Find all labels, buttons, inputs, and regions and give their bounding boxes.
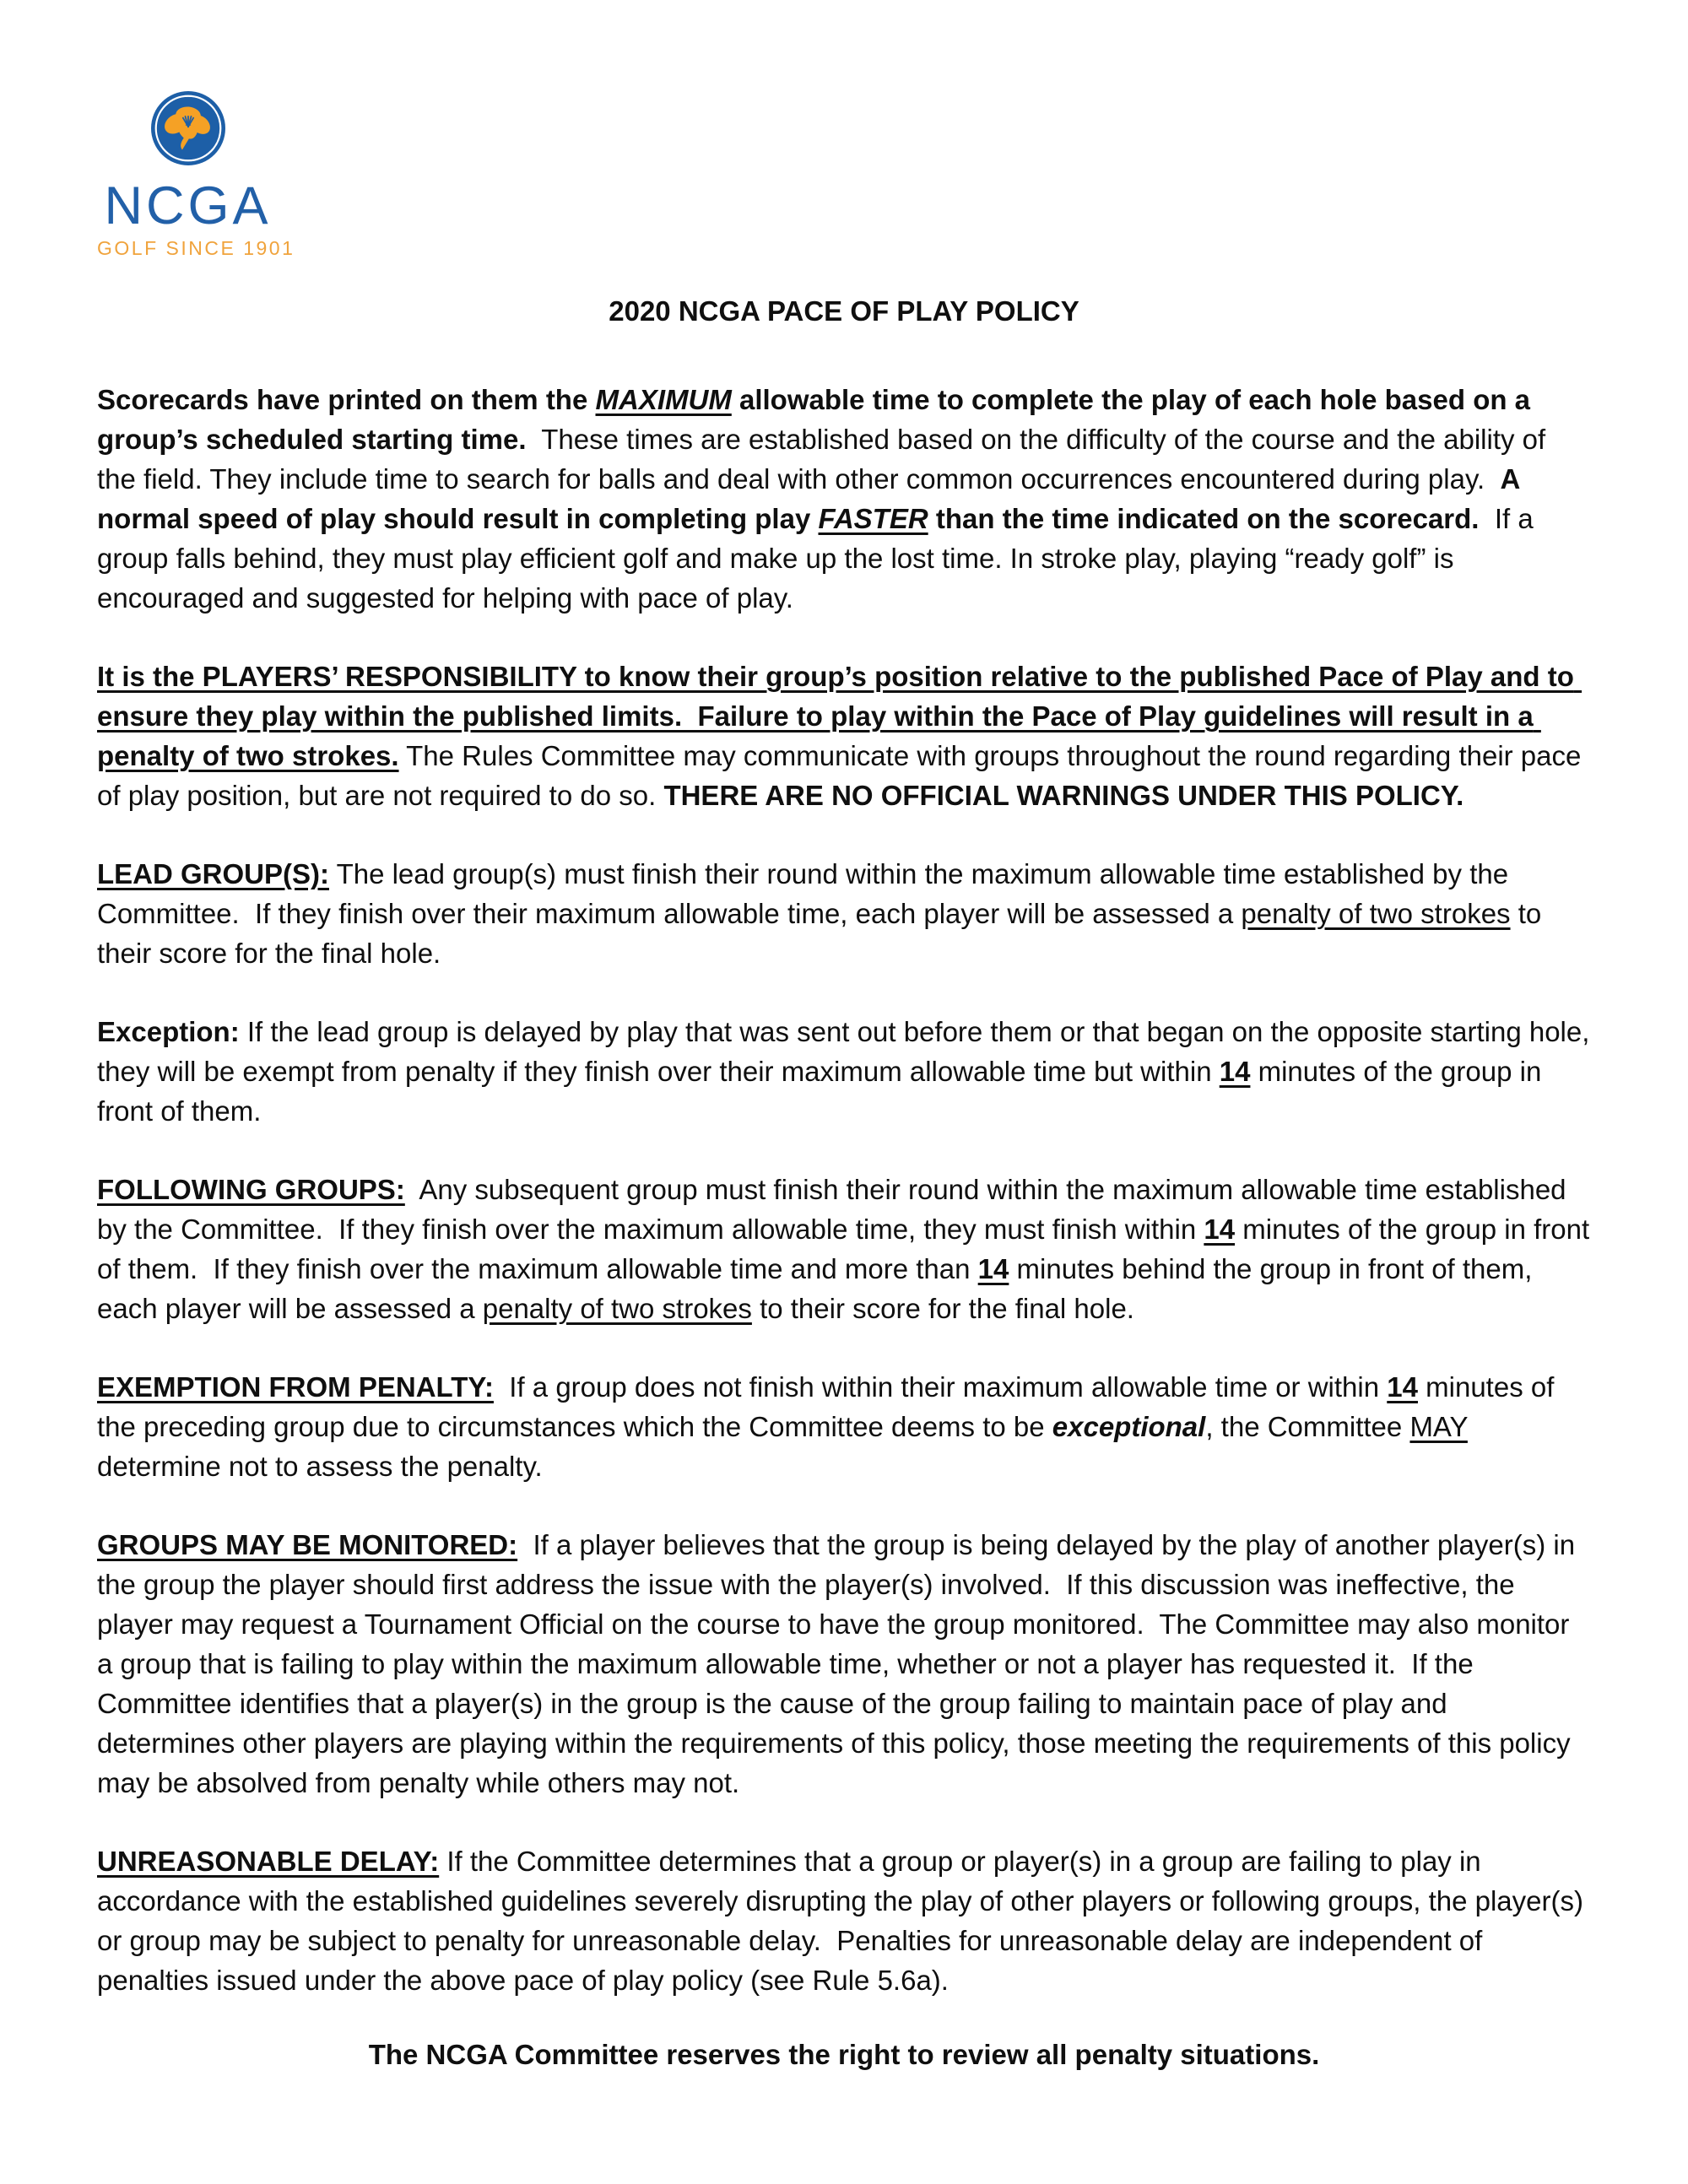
text-run: FOLLOWING GROUPS:: [97, 1174, 405, 1206]
text-run: allowable time to complete the play of each hole based on a group’s scheduled starting time.: [97, 384, 1539, 456]
text-run: MAXIMUM: [595, 384, 732, 416]
paragraph: [97, 854, 1591, 973]
text-run: It is the PLAYERS’ RESPONSIBILITY to know their group’s position relative to the published Pace of Play and to ensure they play within the published limits. Failure to play within the Pace of Play guidelines will result in a penalty of two strokes.: [97, 661, 1582, 772]
document-paragraphs: [97, 380, 1598, 2000]
text-run: Scorecards have printed on them the: [97, 384, 596, 416]
text-run: If the Committee determines that a group or player(s) in a group are failing to play in accordance with the established guidelines severely disrupting the play of other players or following groups, the player(s) or group may be subject to penalty for unreasonable delay. Penalties for unreasonable delay are independent of penalties issued under the above pace of play policy (see Rule 5.6a).: [97, 1846, 1592, 1997]
text-run: 14: [977, 1253, 1009, 1285]
text-run: If the lead group is delayed by play that was sent out before them or that began on the opposite starting hole, they will be exempt from penalty if they finish over their maximum allowable time but within: [97, 1016, 1598, 1088]
text-run: determine not to assess the penalty.: [97, 1411, 1476, 1483]
text-run: A normal speed of play should result in completing play: [97, 463, 1528, 535]
footer-statement: The NCGA Committee reserves the right to review all penalty situations.: [368, 2039, 1320, 2071]
text-run: exceptional: [1052, 1411, 1206, 1443]
paragraph: [97, 1841, 1591, 2000]
paragraph: [97, 1170, 1598, 1328]
text-run: Any subsequent group must finish their round within the maximum allowable time established by the Committee. If they finish over the maximum allowable time, they must finish within: [97, 1174, 1574, 1246]
text-run: THERE ARE NO OFFICIAL WARNINGS UNDER THIS POLICY.: [663, 780, 1464, 812]
text-run: If a group does not finish within their maximum allowable time or within: [493, 1371, 1388, 1403]
page-title: 2020 NCGA PACE OF PLAY POLICY: [609, 295, 1079, 327]
text-run: Exception:: [97, 1016, 240, 1048]
text-run: , the Committee: [1205, 1411, 1410, 1443]
ncga-wordmark: NCGA: [104, 176, 272, 235]
text-run: EXEMPTION FROM PENALTY:: [97, 1371, 494, 1403]
text-run: LEAD GROUP(S):: [97, 858, 329, 890]
text-run: 14: [1387, 1371, 1418, 1403]
text-run: penalty of two strokes: [482, 1293, 752, 1325]
text-run: minutes of the preceding group due to circumstances which the Committee deems to be: [97, 1371, 1562, 1443]
text-run: 14: [1219, 1056, 1251, 1088]
text-run: penalty of two strokes: [1241, 898, 1511, 930]
text-run: than the time indicated on the scorecard.: [928, 503, 1480, 535]
text-run: The Rules Committee may communicate with groups throughout the round regarding their pace of play position, but are not required to do so.: [97, 740, 1589, 812]
text-run: minutes behind the group in front of them, each player will be assessed a: [97, 1253, 1540, 1325]
text-run: UNREASONABLE DELAY:: [97, 1846, 440, 1878]
text-run: If a player believes that the group is being delayed by the play of another player(s) in the group the player should first address the issue with the player(s) involved. If this discussion was ineffective, the player may request a Tournament Official on the course to have the group monitored. The Committee may also monitor a group that is failing to play within the maximum allowable time, whether or not a player has requested it. If the Committee identifies that a player(s) in the group is the cause of the group failing to maintain pace of play and determines other players are playing within the requirements of this policy, those meeting the requirements of this policy may be absolved from penalty while others may not.: [97, 1529, 1583, 1799]
text-run: The lead group(s) must finish their round within the maximum allowable time established by the Committee. If they finish over their maximum allowable time, each player will be assessed a: [97, 858, 1517, 930]
text-run: These times are established based on the difficulty of the course and the ability of the field. They include time to search for balls and deal with other common occurrences encountered during play.: [97, 424, 1554, 495]
text-run: to their score for the final hole.: [97, 898, 1550, 970]
text-run: GROUPS MAY BE MONITORED:: [97, 1529, 518, 1561]
ncga-poppy-icon: [97, 91, 279, 170]
paragraph: [97, 1012, 1598, 1131]
ncga-logo: [97, 91, 295, 260]
text-run: to their score for the final hole.: [751, 1293, 1134, 1325]
text-run: MAY: [1409, 1411, 1468, 1443]
text-run: minutes of the group in front of them. If they finish over the maximum allowable time and more than: [97, 1214, 1598, 1285]
text-run: minutes of the group in front of them.: [97, 1056, 1550, 1127]
paragraph: [97, 657, 1591, 815]
text-run: If a group falls behind, they must play efficient golf and make up the lost time. In stroke play, playing “ready golf” is encouraged and suggested for helping with pace of play.: [97, 503, 1541, 614]
ncga-tagline: GOLF SINCE 1901: [97, 237, 295, 260]
paragraph: [97, 1367, 1591, 1486]
paragraph: [97, 380, 1591, 618]
paragraph: [97, 1525, 1591, 1803]
text-run: 14: [1204, 1214, 1236, 1246]
text-run: FASTER: [818, 503, 928, 535]
